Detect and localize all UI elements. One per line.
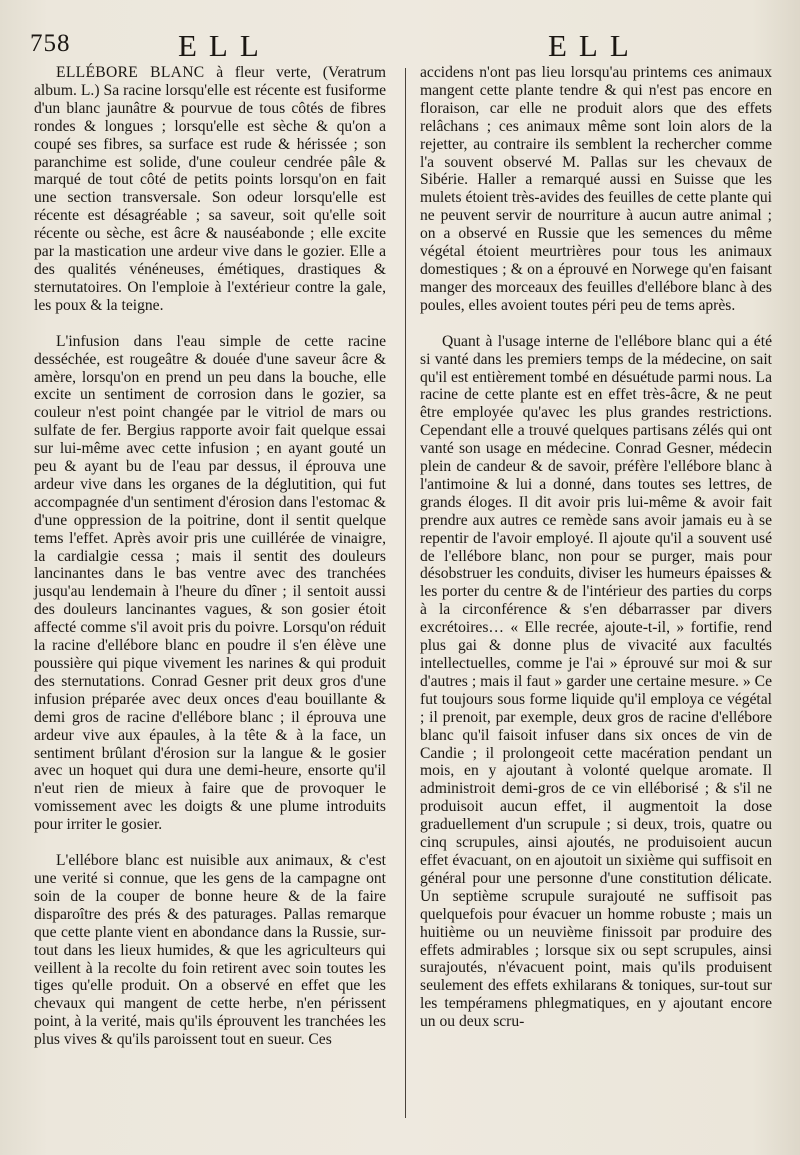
entry-paragraph-5: Quant à l'usage interne de l'ellébore blanc qui a été si vanté dans les premiers temps de la médecine, on sait qu'il est entièrement tombé en désuétude parmi nous. La racine de cette plante est en effet très-âcre, & ne peut être employée qu'avec les plus grandes restrictions. Cependant elle a trouvé quelques partisans zélés qui ont vanté son usage en médecine. Conrad Gesner, médecin plein de candeur & de savoir, préfère l'ellébore blanc à l'antimoine & lui a donné, dans toutes ses lettres, de grands éloges. Il dit avoir pris lui-même & avoir fait prendre aux autres ce remède sans avoir jamais eu à se repentir de l'avoir employé. Il ajoute qu'il a souvent usé de l'ellébore blanc, non pour se purger, mais pour désobstruer les conduits, diviser les humeurs épaisses & les porter du centre & de l'intérieur des parties du corps à la circonférence & s'en débarrasser par divers excrétoires… « Elle recrée, ajoute-t-il, » fortifie, rend plus gai & donne plus de vivacité aux facultés intellectuelles, comme je l'ai » éprouvé sur moi & sur d'autres ; mais il faut » garder une certaine mesure. » Ce fut toujours sous forme liquide qu'il employa ce végétal ; il prenoit, par exemple, deux gros de racine d'ellébore blanc qu'il faisoit infuser dans six onces de vin de Candie ; il prolongeoit cette macération pendant un mois, en y ajoutant à volonté quelque aromate. Il administroit demi-gros de ce vin elléborisé ; & s'il ne produisoit aucun effet, il augmentoit la dose graduellement d'un scrupule ; si deux, trois, quatre ou cinq scrupules, ainsi ajoutés, ne produisoient aucun effet évacuant, on en ajoutoit un sixième qui suffisoit en général pour une personne d'une constitution délicate. Un septième scrupule surajouté ne suffisoit pas quelquefois pour évacuer un homme robuste ; mais un huitième ou un neuvième finissoit par produire des effets admirables ; lorsque six ou sept scrupules, ainsi surajoutés, n'évacuent point, mais qu'ils produisent seulement des effets exhilarans & toniques, sur-tout sur les tempéramens phlegmatiques, en y ajoutant encore un ou deux scru- bbox=[420, 332, 772, 1031]
page-number: 758 bbox=[30, 30, 71, 57]
running-head-right: ELL bbox=[548, 28, 641, 63]
entry-paragraph-1 bbox=[34, 64, 386, 315]
entry-paragraph-1-text: à fleur verte, (Veratrum album. L.) Sa racine lorsqu'elle est récente est fusiforme d'un blanc jaunâtre & pourvue de tous côtés de fibres rondes & longues ; lorsqu'elle est sèche & qu'on a coupé ses fibres, sa surface est rude & hérissée ; son paranchime est solide, d'une couleur cendrée pâle & marqué de tout côté de petits points lorsqu'on en fait une section transversale. Son odeur lorsqu'elle est récente est désagréable ; sa saveur, soit qu'elle soit récente ou sèche, est âcre & nauséabonde ; elle excite par la mastication une ardeur vive dans le gozier. Elle a des qualités vénéneuses, émétiques, drastiques & sternutatoires. On l'emploie à l'extérieur contre la gale, les poux & la teigne. bbox=[34, 64, 386, 314]
left-column bbox=[34, 64, 386, 1049]
column-divider bbox=[405, 68, 406, 1118]
right-column bbox=[420, 64, 772, 1031]
entry-paragraph-2: L'infusion dans l'eau simple de cette racine desséchée, est rougeâtre & douée d'une saveur âcre & amère, lorsqu'on en prend un peu dans la bouche, elle excite un sentiment de corrosion dans le gozier, sa couleur n'est point changée par le vitriol de mars ou sulfate de fer. Bergius rapporte avoir fait quelque essai sur lui-même avec cette infusion ; en ayant gouté un peu & ayant bu de l'eau par dessus, il éprouva une ardeur vive dans les organes de la déglutition, qui fut accompagnée d'un sentiment d'érosion dans l'estomac & d'une oppression de la poitrine, dont il sentit quelque tems l'effet. Après avoir pris une cuillérée de vinaigre, la cardialgie cessa ; mais il sentit des douleurs lancinantes dans le bas ventre avec des tranchées jusqu'au lendemain à l'heure du dîner ; il sentoit aussi des douleurs lancinantes vagues, & son gosier étoit affecté comme s'il avoit pris du poivre. Lorsqu'on réduit la racine d'ellébore blanc en poudre il s'en élève une poussière qui pique vivement les narines & qui produit des sternutations. Conrad Gesner prit deux gros d'une infusion préparée avec deux onces d'eau bouillante & demi gros de racine d'ellébore blanc ; il éprouva une ardeur vive aux épaules, à la tête & à la face, un sentiment brûlant d'érosion sur la langue & le gosier avec un hoquet qui dura une demi-heure, ensorte qu'il n'eut rien de mieux à faire que de provoquer le vomissement avec les doigts & une plume introduits pour irriter le gosier. bbox=[34, 332, 386, 834]
page-header bbox=[0, 26, 800, 66]
running-head-left: ELL bbox=[178, 28, 271, 63]
entry-paragraph-3: L'ellébore blanc est nuisible aux animaux, & c'est une verité si connue, que les gens de la campagne ont soin de la couper de bonne heure & de la faire disparoître des prés & des paturages. Pallas remarque que cette plante vient en abondance dans la Russie, sur-tout dans les lieux humides, & que les agriculteurs qui veillent à la recolte du foin retirent avec soin toutes les tiges qu'elle produit. On a observé en effet que les chevaux qui mangent de cette herbe, n'en périssent point, à la verité, mais qu'ils éprouvent les tranchées les plus vives & qu'ils paroissent tout en sueur. Ces bbox=[34, 852, 386, 1049]
entry-headword: ELLÉBORE BLANC bbox=[56, 64, 205, 81]
entry-paragraph-4: accidens n'ont pas lieu lorsqu'au printems ces animaux mangent cette plante tendre & qui n'est pas encore en floraison, car elle ne produit alors que des effets relâchans ; ces animaux même sont loin alors de la rejetter, au contraire ils semblent la rechercher comme l'a souvent observé M. Pallas sur les chevaux de Sibérie. Haller a remarqué aussi en Suisse que les mulets étoient très-avides des feuilles de cette plante qui ne peuvent servir de nourriture à aucun autre animal ; on a observé en Russie que les semences du même végétal étoient meurtrières pour tous les animaux domestiques ; & on a éprouvé en Norwege qu'en faisant manger des morceaux des feuilles d'ellébore blanc à des poules, elles avoient toutes péri peu de tems après. bbox=[420, 64, 772, 314]
